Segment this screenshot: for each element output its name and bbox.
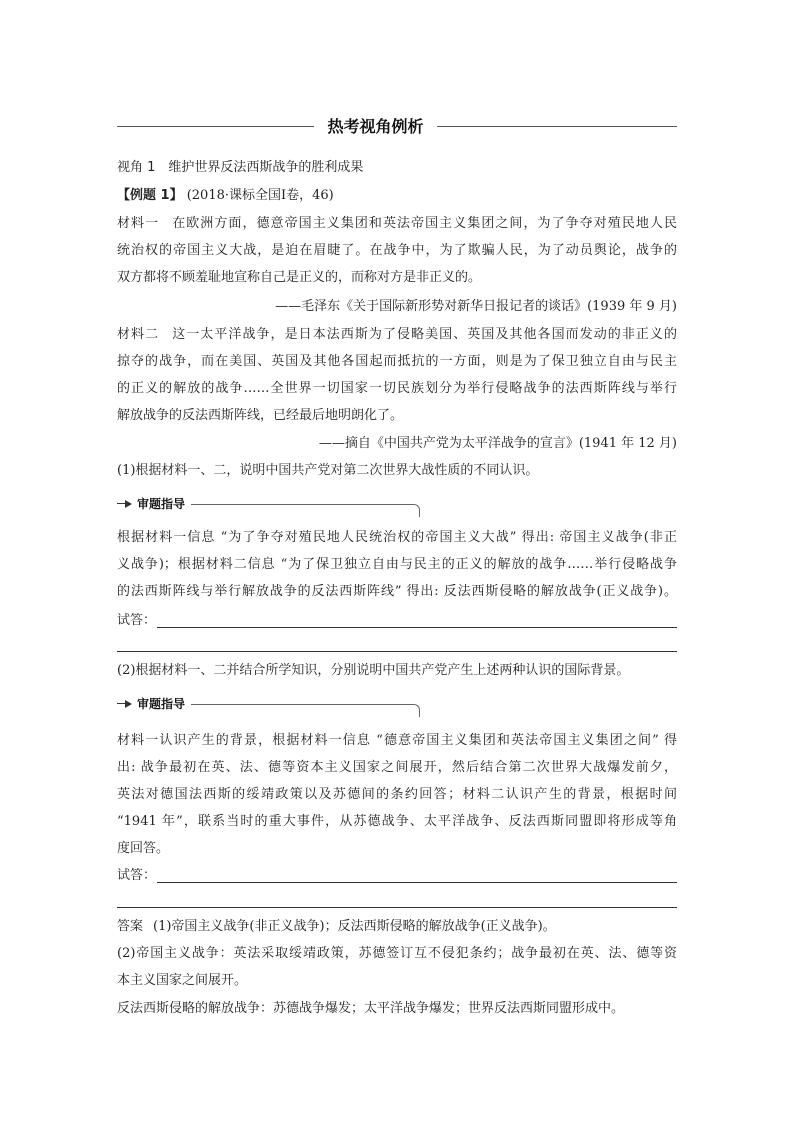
material1-line-2: 统治权的帝国主义大战，是迫在眉睫了。在战争中，为了欺骗人民，为了动员舆论，战争的 bbox=[117, 243, 677, 258]
answer-part-2-line-2: 本主义国家之间展开。 bbox=[117, 973, 248, 988]
material1-label: 材料一 bbox=[117, 216, 160, 231]
guide1-line-2: 义战争)；根据材料二信息 “为了保卫独立自由与民主的正义的解放的战争……举行侵略战争 bbox=[117, 557, 677, 572]
guide-box-1 bbox=[117, 494, 419, 516]
answer-line-2[interactable] bbox=[157, 882, 677, 883]
answer-part-2-line-3: 反法西斯侵略的解放战争：苏德战争爆发；太平洋战争爆发；世界反法西斯同盟形成中。 bbox=[117, 1001, 625, 1016]
header-rule-left bbox=[117, 126, 314, 127]
section-title: 热考视角例析 bbox=[327, 117, 424, 136]
material1-line-3: 双方都将不顾羞耻地宣称自己是正义的，而称对方是非正义的。 bbox=[117, 270, 482, 285]
guide-label-2: 审题指导 bbox=[137, 697, 186, 711]
material1-citation: ——毛泽东《关于国际新形势对新华日报记者的谈话》(1939 年 9 月) bbox=[275, 299, 677, 314]
material2-line-4: 解放战争的反法西斯阵线，已经最后地明朗化了。 bbox=[117, 408, 404, 423]
material2-line-1: 材料二 这一太平洋战争，是日本法西斯为了侵略美国、英国及其他各国而发动的非正义的 bbox=[117, 327, 677, 342]
example-source: (2018·课标全国Ⅰ卷，46) bbox=[186, 188, 334, 203]
question-1: (1)根据材料一、二，说明中国共产党对第二次世界大战性质的不同认识。 bbox=[117, 463, 539, 478]
material2-line-3: 的正义的解放的战争……全世界一切国家一切民族划分为举行侵略战争的法西斯阵线与举行 bbox=[117, 381, 677, 396]
material1-line-1: 材料一 在欧洲方面，德意帝国主义集团和英法帝国主义集团之间，为了争夺对殖民地人民 bbox=[117, 216, 677, 231]
angle-title: 视角 1 维护世界反法西斯战争的胜利成果 bbox=[117, 160, 364, 175]
guide-label-1: 审题指导 bbox=[137, 497, 186, 511]
try-answer-row-1[interactable] bbox=[117, 611, 677, 631]
material2-citation: ——摘自《中国共产党为太平洋战争的宣言》(1941 年 12 月) bbox=[318, 436, 677, 451]
header-rule-right bbox=[437, 126, 677, 127]
example-heading bbox=[117, 186, 677, 206]
try-answer-row-2[interactable] bbox=[117, 866, 677, 886]
material2-label: 材料二 bbox=[117, 327, 160, 342]
guide-box-2 bbox=[117, 694, 419, 716]
arrow-icon bbox=[125, 700, 132, 708]
arrow-icon bbox=[125, 500, 132, 508]
guide2-line-4: “1941 年”，联系当时的重大事件，从苏德战争、太平洋战争、反法西斯同盟即将形成等角 bbox=[117, 814, 677, 829]
guide2-line-1: 材料一认识产生的背景，根据材料一信息 “德意帝国主义集团和英法帝国主义集团之间” 得 bbox=[117, 733, 677, 748]
answer-label: 答案 bbox=[117, 919, 144, 934]
guide2-line-5: 度回答。 bbox=[117, 841, 170, 856]
guide2-line-3: 英法对德国法西斯的绥靖政策以及苏德间的条约回答；材料二认识产生的背景，根据时间 bbox=[117, 787, 677, 802]
material2-line-2: 掠夺的战争，而在美国、英国及其他各国起而抵抗的一方面，则是为了保卫独立自由与民主 bbox=[117, 354, 677, 369]
try-answer-label-1: 试答： bbox=[117, 613, 157, 628]
try-answer-label-2: 试答： bbox=[117, 868, 157, 883]
answer-line-2b[interactable] bbox=[117, 907, 677, 908]
guide1-line-1: 根据材料一信息 “为了争夺对殖民地人民统治权的帝国主义大战” 得出: 帝国主义战争(非正 bbox=[117, 530, 677, 545]
answer-part-2-line-1: (2)帝国主义战争：英法采取绥靖政策，苏德签订互不侵犯条约；战争最初在英、法、德等资 bbox=[117, 946, 677, 961]
answer-line-1[interactable] bbox=[157, 627, 677, 628]
answer-line-1b[interactable] bbox=[117, 651, 677, 652]
example-tag: 【例题 1】 bbox=[117, 188, 183, 203]
answer-part-1: 答案 (1)帝国主义战争(非正义战争)；反法西斯侵略的解放战争(正义战争)。 bbox=[117, 919, 556, 934]
guide2-line-2: 出: 战争最初在英、法、德等资本主义国家之间展开，然后结合第二次世界大战爆发前夕， bbox=[117, 760, 677, 775]
question-2: (2)根据材料一、二并结合所学知识，分别说明中国共产党产生上述两种认识的国际背景。 bbox=[117, 663, 630, 678]
section-header bbox=[117, 114, 677, 140]
guide1-line-3: 的法西斯阵线与举行解放战争的反法西斯阵线” 得出: 反法西斯侵略的解放战争(正义战争)。 bbox=[117, 584, 677, 599]
